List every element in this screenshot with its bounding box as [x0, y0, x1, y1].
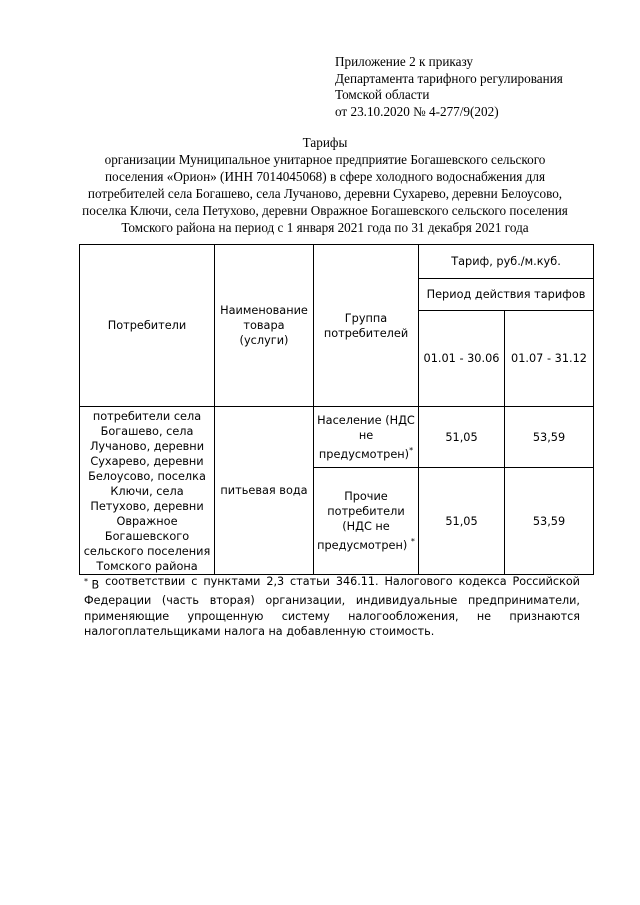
footnote-word: (часть [161, 594, 200, 608]
title-line: потребителей села Богашево, села Лучаново, деревни Сухарево, деревни Белоусово, [87, 186, 563, 201]
footnote-word: систему [281, 609, 330, 623]
group-label: Население (НДС не предусмотрен) [317, 413, 415, 461]
title-line: организации Муниципальное унитарное предприятие Богашевского сельского [104, 152, 546, 167]
footnote-word: Федерации [84, 594, 152, 608]
group-cell [314, 407, 419, 468]
product-cell: питьевая вода [215, 407, 314, 575]
footnote-line: налогоплательщиками налога на добавленную стоимость. [84, 625, 435, 639]
footnote-word: 2,3 [266, 575, 285, 588]
appendix-header [335, 54, 625, 120]
footnote-line [84, 609, 580, 625]
table-header-row [80, 245, 594, 279]
footnote-word: упрощенную [187, 609, 264, 623]
title-line: Томского района на период с 1 января 2021 года по 31 декабря 2021 года [121, 220, 529, 235]
group-cell [314, 468, 419, 575]
footnote-word: * В [84, 577, 100, 592]
header-period-2: 01.07 - 31.12 [505, 311, 594, 407]
header-period: Период действия тарифов [419, 279, 594, 311]
header-group: Группа потребителей [314, 245, 419, 407]
title-heading: Тарифы [302, 135, 348, 150]
footnote-word: организации, [265, 594, 346, 608]
footnote-word: Налогового [384, 575, 453, 588]
appendix-line: Приложение 2 к приказу [335, 54, 473, 69]
tariff-value: 51,05 [419, 407, 505, 468]
footnote-word: пунктами [203, 575, 261, 588]
title-line: поселка Ключи, села Петухово, деревни Овражное Богашевского сельского поселения [82, 203, 568, 218]
appendix-line: Департамента тарифного регулирования [335, 70, 563, 86]
footnote-marker: * [409, 445, 414, 455]
footnote-word: 346.11. [335, 575, 379, 588]
footnote-word: предприниматели, [467, 594, 580, 608]
footnote-word: соответствии [105, 575, 186, 588]
footnote-line [84, 574, 580, 593]
footnote-word: налогообложения, [348, 609, 459, 623]
tariff-value: 53,59 [505, 407, 594, 468]
footnote-word: признаются [509, 609, 580, 623]
header-tariff: Тариф, руб./м.куб. [419, 245, 594, 279]
header-consumers: Потребители [80, 245, 215, 407]
header-period-1: 01.01 - 30.06 [419, 311, 505, 407]
table-row [80, 407, 594, 468]
tariff-value: 51,05 [419, 468, 505, 575]
footnote-marker: * [410, 537, 415, 547]
header-product: Наименование товара (услуги) [215, 245, 314, 407]
footnote-word: с [191, 575, 198, 588]
consumers-cell: потребители села Богашево, села Лучаново, деревни Сухарево, деревни Белоусово, поселка Ключи, села Петухово, деревни Овражное Богашевского сельского поселения Томского района [80, 407, 215, 575]
footnote-word: индивидуальные [355, 594, 458, 608]
title-line: поселения «Орион» (ИНН 7014045068) в сфере холодного водоснабжения для [104, 169, 546, 184]
footnote-line [84, 593, 580, 609]
appendix-line: от 23.10.2020 № 4-277/9(202) [335, 103, 499, 119]
footnote-word: статьи [290, 575, 330, 588]
footnote-word: вторая) [209, 594, 255, 608]
tariff-value: 53,59 [505, 468, 594, 575]
appendix-line: Томской области [335, 87, 430, 103]
document-title [60, 134, 590, 236]
footnote-word: применяющие [84, 609, 170, 623]
tariff-table [79, 244, 594, 575]
footnote-word: кодекса [458, 575, 507, 588]
footnote [84, 574, 580, 640]
footnote-word: Российской [512, 575, 580, 588]
footnote-marker: * [84, 577, 88, 586]
group-label: Прочие потребители (НДС не предусмотрен) [317, 490, 408, 553]
footnote-word: не [476, 609, 492, 623]
